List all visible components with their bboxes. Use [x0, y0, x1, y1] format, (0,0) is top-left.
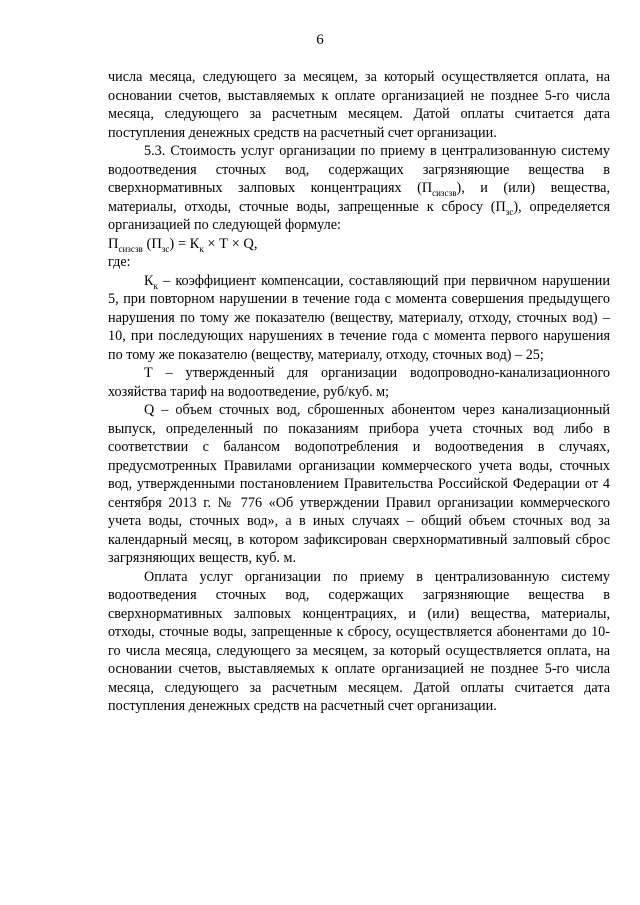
document-body: [108, 68, 610, 716]
definition-kk: $К_к$ – коэффициент компенсации, составляющий при первичном нарушении 5, при повторном нарушении в течение года с момента совершения предыдущего нарушения по тому же показателю (веществу, материалу, отходу, сточных вод) – 10, при последующих нарушениях в течение года с момента первого нарушения по тому же показателю (веществу, материалу, отходу, сточных вод) – 25;: [108, 272, 610, 363]
page-number: 6: [316, 32, 324, 48]
paragraph-payment-continuation: числа месяца, следующего за месяцем, за который осуществляется оплата, на основании счетов, выставляемых к оплате организацией не позднее 5-го числа месяца, следующего за расчетным месяцем. Датой оплаты считается дата поступления денежных средств на расчетный счет организации.: [108, 69, 610, 141]
definition-t: Т – утвержденный для организации водопроводно-канализационного хозяйства тариф на водоотведение, руб/куб. м;: [108, 365, 610, 400]
cost-formula: $П_{сизсзв}$ $(П_{зс}) = К_к \times Т \times Q$,: [108, 235, 258, 254]
paragraph-5-3: 5.3. Стоимость услуг организации по приему в централизованную систему водоотведения сточных вод, содержащих загрязняющие вещества в сверхнормативных залповых концентрациях $(П_{сизсзв})$, и (или) вещества, материалы, отходы, сточные воды, запрещенные к сбросу $(П_{зс})$, определяется организацией по следующей формуле:: [108, 143, 611, 233]
paragraph-payment-terms: Оплата услуг организации по приему в централизованную систему водоотведения сточных вод, содержащих загрязняющие вещества в сверхнормативных залповых концентрациях, и (или) вещества, материалы, отходы, сточные воды, запрещенные к сбросу, осуществляется абонентами до 10-го числа месяца, следующего за месяцем, за который осуществляется оплата, на основании счетов, выставляемых к оплате организацией не позднее 5-го числа месяца, следующего за расчетным месяцем. Датой оплаты считается дата поступления денежных средств на расчетный счет организации.: [108, 568, 610, 714]
where-label: где:: [108, 254, 131, 270]
definition-q: Q – объем сточных вод, сброшенных абонентом через канализационный выпуск, определенный по показаниям прибора учета сточных вод либо в соответствии с балансом водопотребления и водоотведения в случаях, предусмотренных Правилами организации коммерческого учета воды, сточных вод, утвержденными постановлением Правительства Российской Федерации от 4 сентября 2013 г. № 776 «Об утверждении Правил организации коммерческого учета воды, сточных вод», а в иных случаях – общий объем сточных вод за календарный месяц, в котором зафиксирован сверхнормативный залповый сброс загрязняющих веществ, куб. м.: [108, 402, 610, 566]
